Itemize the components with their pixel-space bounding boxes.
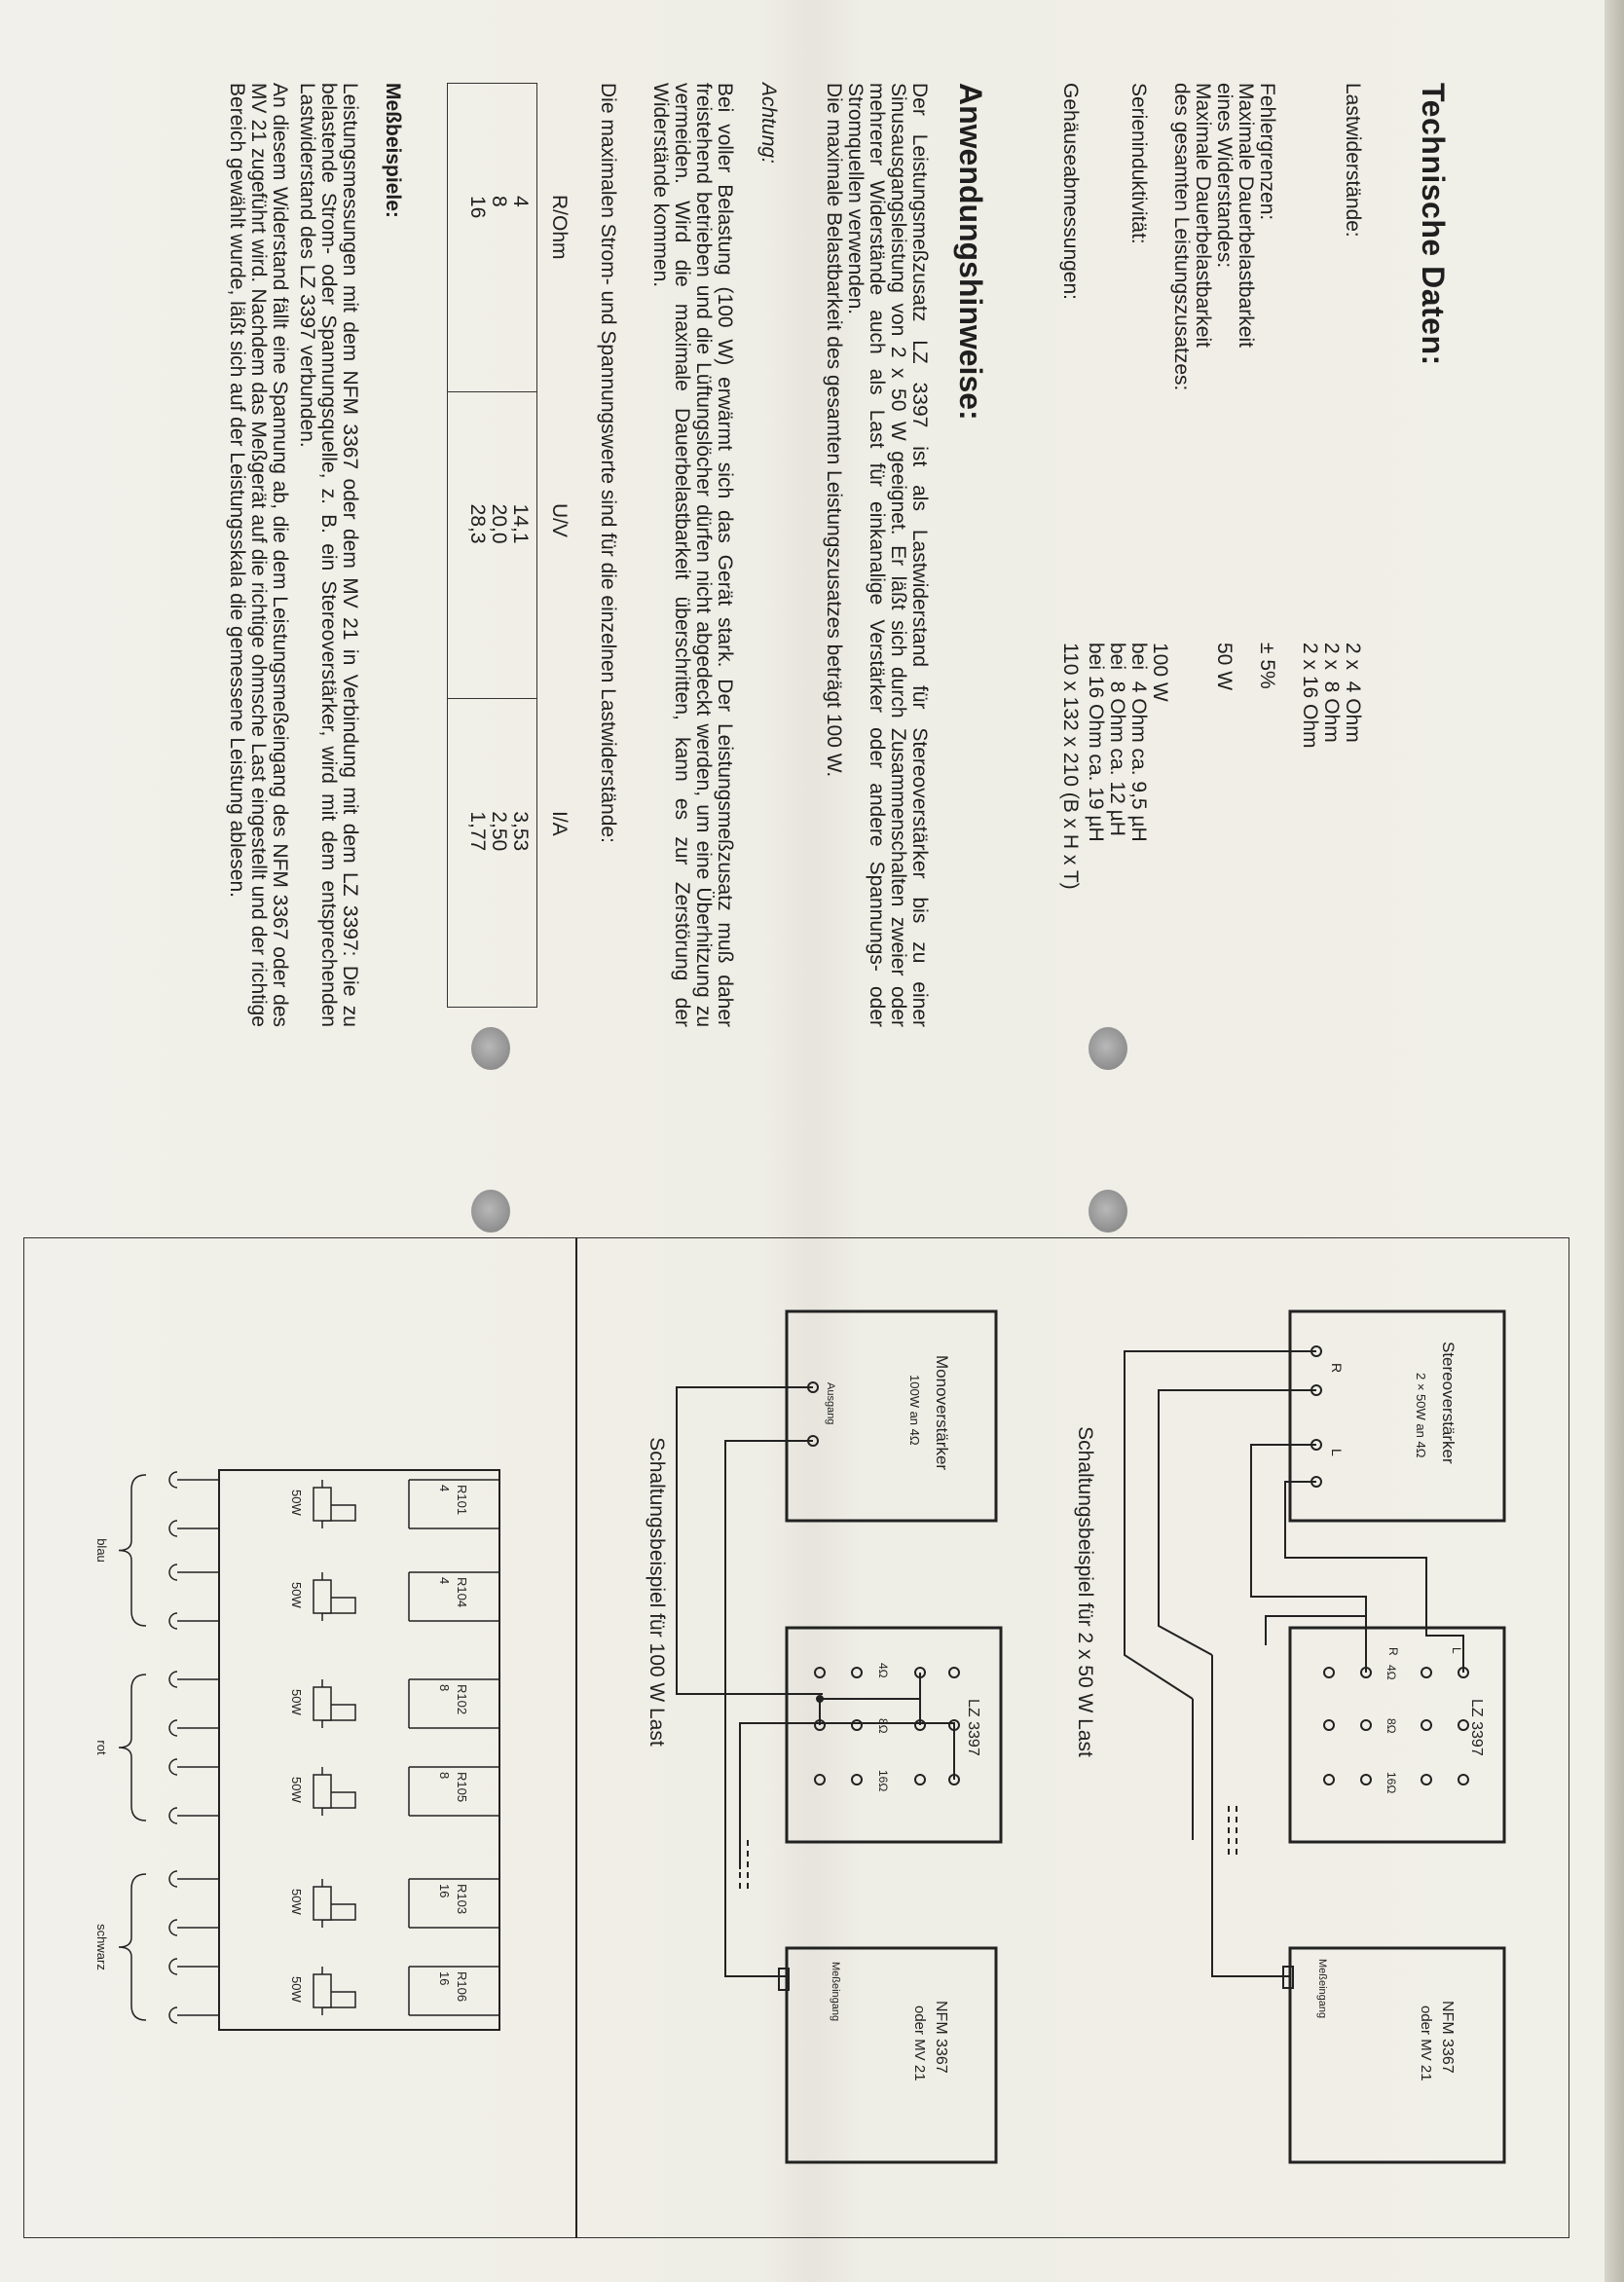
terminal-lead — [177, 1879, 219, 1928]
nfm-input-label: Meßeingang — [1316, 1959, 1328, 2019]
terminal-symbol — [169, 1521, 177, 1536]
lz-16: 16Ω — [876, 1770, 890, 1792]
nfm-sub: oder MV 21 — [911, 2006, 928, 2081]
paragraph: Der Leistungsmeßzusatz LZ 3397 ist als Lastwiderstand für Stereoverstärker bis zu einer Sinusausgangsleistung von 2 x 50 W geeignet. Er läßt sich durch Zusammenschalten zweier oder mehrerer Widerstände auch als Last für einkanalige Verstärker oder andere Spannungs- oder Stromquellen verwenden. — [844, 83, 931, 1027]
group-label: rot — [94, 1740, 109, 1755]
terminal-symbol — [169, 1871, 177, 1887]
group-label: blau — [94, 1538, 109, 1563]
spec-value: bei 4 Ohm ca. 9,5 µH bei 8 Ohm ca. 12 µH bei 16 Ohm ca. 19 µH — [1085, 643, 1150, 842]
nfm-title: NFM 3367 — [1439, 2001, 1456, 2074]
resistor-ohm: 8 — [437, 1684, 452, 1692]
terminal-symbol — [169, 1920, 177, 1935]
resistor-lead — [409, 1480, 499, 1528]
resistor-symbol — [314, 1580, 331, 1613]
lz-title: LZ 3397 — [1468, 1699, 1485, 1756]
paragraph: Die maximale Belastbarkeit des gesamten Leistungszusatzes beträgt 100 W. — [823, 83, 845, 778]
lz-8: 8Ω — [876, 1718, 890, 1734]
resistor-name: R103 — [455, 1884, 469, 1915]
terminal-symbol — [169, 1959, 177, 1974]
table-cell: 4 8 16 — [448, 84, 537, 392]
terminal-lead — [177, 1767, 219, 1816]
table-header: R/Ohm — [548, 195, 571, 260]
amp-sub: 2 × 50W an 4Ω — [1414, 1373, 1428, 1458]
resistor-power: 50W — [289, 1889, 304, 1915]
paragraph: An diesem Widerstand fällt eine Spannung ab, die dem Leistungsmeßeingang des NFM 3367 oder des MV 21 zugeführt wird. Nachdem das Meßgerät auf die richtige ohmsche Last eingestellt und der richtige Bereich gewählt wurde, läßt sich auf der Leistungsskala die gemessene Leistung ablesen. — [226, 83, 291, 1027]
caption-mono: Schaltungsbeispiel für 100 W Last — [646, 1437, 668, 1747]
amp-sub: 100W an 4Ω — [907, 1375, 922, 1446]
group-brace — [119, 1874, 146, 2020]
nfm-input-label: Meßeingang — [830, 1962, 841, 2022]
resistor-ohm: 16 — [437, 1971, 452, 1986]
resistor-lead — [409, 1679, 499, 1728]
terminal-lead — [177, 1967, 219, 2015]
spec-label: Gehäuseabmessungen: — [1059, 83, 1082, 300]
lz-8: 8Ω — [1384, 1718, 1398, 1734]
lz-r: R — [1386, 1647, 1400, 1656]
resistor-symbol — [314, 1775, 331, 1808]
amp-title: Monoverstärker — [933, 1355, 951, 1471]
terminal-symbol — [169, 1759, 177, 1775]
spec-value: ± 5% — [1256, 643, 1278, 689]
resistor-symbol — [314, 1974, 331, 2007]
table-header: U/V — [548, 503, 571, 538]
paragraph: Bei voller Belastung (100 W) erwärmt sich das Gerät stark. Der Leistungsmeßzusatz muß daher freistehend betrieben und die Lüftungslöcher dürfen nicht abgedeckt werden, um eine Überhitzung zu vermeiden. Wird die maximale Dauerbelastbarkeit überschritten, kann es zur Zerstörung der Widerstände kommen. — [649, 83, 736, 1027]
spec-value: 2 x 4 Ohm 2 x 8 Ohm 2 x 16 Ohm — [1299, 643, 1364, 749]
lz-title: LZ 3397 — [965, 1699, 981, 1756]
spec-value: 100 W — [1149, 643, 1171, 702]
resistor-name: R102 — [455, 1684, 469, 1715]
resistor-ohm: 16 — [437, 1884, 452, 1898]
table-header: I/A — [548, 811, 571, 836]
resistor-name: R106 — [455, 1971, 469, 2003]
terminal-symbol — [169, 1808, 177, 1823]
spec-label: Serieninduktivität: — [1127, 83, 1150, 244]
nfm-title: NFM 3367 — [933, 2001, 949, 2074]
spec-value: 110 x 132 x 210 (B x H x T) — [1059, 643, 1082, 890]
paragraph: Die maximalen Strom- und Spannungswerte sind für die einzelnen Lastwiderstände: — [597, 83, 619, 843]
spec-label: Fehlergrenzen: — [1256, 83, 1278, 221]
spec-value: 50 W — [1213, 643, 1236, 691]
heading-anwendungshinweise: Anwendungshinweise: — [953, 83, 988, 421]
resistor-power: 50W — [289, 1582, 304, 1608]
terminal-lead — [177, 1480, 219, 1528]
spec-label: Maximale Dauerbelastbarkeit eines Widerstandes: — [1213, 83, 1257, 348]
resistor-lead — [409, 1879, 499, 1928]
paragraph: Leistungsmessungen mit dem NFM 3367 oder dem MV 21 in Verbindung mit dem LZ 3397: Die zu belastende Strom- oder Spannungsquelle, z. B. ein Stereoverstärker, wird mit dem entsprechenden Lastwiderstand des LZ 3397 verbunden. — [296, 83, 361, 1027]
amp-r-label: R — [1329, 1363, 1345, 1374]
resistor-name: R105 — [455, 1772, 469, 1803]
heading-messbeispiele: Meßbeispiele: — [382, 83, 404, 218]
amp-output-label: Ausgang — [825, 1382, 836, 1425]
resistor-power: 50W — [289, 1689, 304, 1715]
resistor-lead — [409, 1967, 499, 2015]
group-label: schwarz — [94, 1924, 109, 1970]
resistor-lead — [409, 1767, 499, 1816]
resistor-symbol — [314, 1687, 331, 1720]
amp-title: Stereoverstärker — [1439, 1342, 1458, 1464]
terminal-lead — [177, 1679, 219, 1728]
resistor-ohm: 4 — [437, 1485, 452, 1492]
table-cell: 14,1 20,0 28,3 — [448, 391, 537, 699]
group-brace — [119, 1675, 146, 1821]
resistor-power: 50W — [289, 1490, 304, 1516]
terminal-symbol — [169, 2007, 177, 2023]
resistor-ohm: 4 — [437, 1577, 452, 1585]
amp-l-label: L — [1329, 1449, 1345, 1456]
heading-technische-daten: Technische Daten: — [1416, 83, 1451, 366]
group-brace — [119, 1475, 146, 1626]
table-cell: 3,53 2,50 1,77 — [448, 699, 537, 1008]
resistor-symbol — [314, 1488, 331, 1521]
lz-4: 4Ω — [876, 1663, 890, 1678]
terminal-symbol — [169, 1564, 177, 1580]
spec-label: Maximale Dauerbelastbarkeit des gesamten Leistungszusatzes: — [1170, 83, 1214, 391]
resistor-name: R104 — [455, 1577, 469, 1608]
terminal-symbol — [169, 1472, 177, 1488]
lz-4: 4Ω — [1384, 1665, 1398, 1680]
spec-label: Lastwiderstände: — [1342, 83, 1364, 238]
resistor-power: 50W — [289, 1976, 304, 2003]
terminal-symbol — [169, 1720, 177, 1736]
caption-stereo: Schaltungsbeispiel für 2 x 50 W Last — [1074, 1426, 1096, 1757]
resistor-lead — [409, 1572, 499, 1621]
lz-l: L — [1450, 1647, 1463, 1654]
nfm-sub: oder MV 21 — [1418, 2006, 1434, 2081]
resistor-power: 50W — [289, 1777, 304, 1803]
achtung-label: Achtung: — [757, 83, 780, 164]
lz-16: 16Ω — [1384, 1772, 1398, 1794]
resistor-symbol — [314, 1887, 331, 1920]
resistor-ohm: 8 — [437, 1772, 452, 1780]
terminal-symbol — [169, 1613, 177, 1629]
terminal-lead — [177, 1572, 219, 1621]
resistor-name: R101 — [455, 1485, 469, 1516]
terminal-symbol — [169, 1672, 177, 1687]
